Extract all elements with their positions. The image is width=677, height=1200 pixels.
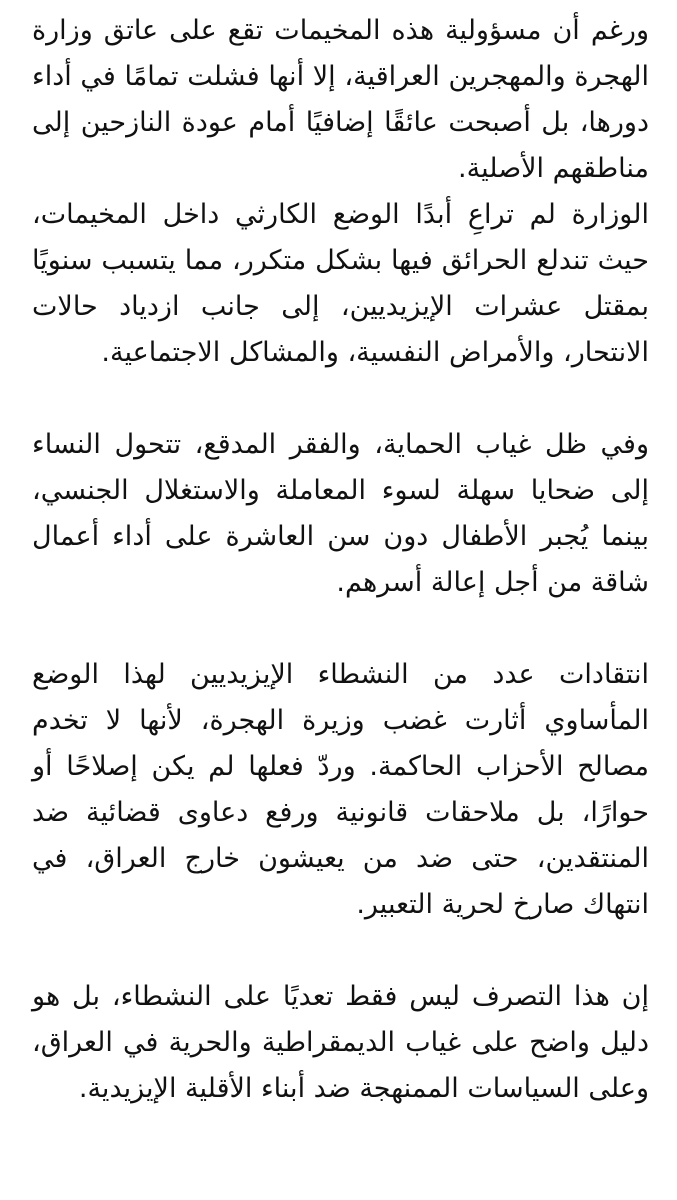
paragraph-activist-criticism: انتقادات عدد من النشطاء الإيزيديين لهذا الوضع المأساوي أثارت غضب وزيرة الهجرة، لأنها لا تخدم مصالح الأحزاب الحاكمة. وردّ فعلها لم يكن إصلاحًا أو حوارًا، بل ملاحقات قانونية ورفع دعاوى قضائية ضد المنتقدين، حتى ضد من يعيشون خارج العراق، في انتهاك صارخ لحرية التعبير.	[32, 659, 649, 920]
paragraph-conclusion: إن هذا التصرف ليس فقط تعديًا على النشطاء، بل هو دليل واضح على غياب الديمقراطية والحرية في العراق، وعلى السياسات الممنهجة ضد أبناء الأقلية الإيزيدية.	[32, 981, 649, 1104]
paragraph-gap	[32, 376, 649, 422]
paragraph-gap	[32, 928, 649, 974]
paragraph-ministry-failure: ورغم أن مسؤولية هذه المخيمات تقع على عاتق وزارة الهجرة والمهجرين العراقية، إلا أنها فشلت تمامًا في أداء دورها، بل أصبحت عائقًا إضافيًا أمام عودة النازحين إلى مناطقهم الأصلية.	[32, 15, 649, 184]
paragraph-women-children: وفي ظل غياب الحماية، والفقر المدقع، تتحول النساء إلى ضحايا سهلة لسوء المعاملة والاستغلال الجنسي، بينما يُجبر الأطفال دون سن العاشرة على أداء أعمال شاقة من أجل إعالة أسرهم.	[32, 429, 649, 598]
article-body	[32, 8, 649, 1112]
paragraph-gap	[32, 606, 649, 652]
paragraph-camp-conditions: الوزارة لم تراعِ أبدًا الوضع الكارثي داخل المخيمات، حيث تندلع الحرائق فيها بشكل متكرر، مما يتسبب سنويًا بمقتل عشرات الإيزيديين، إلى جانب ازدياد حالات الانتحار، والأمراض النفسية، والمشاكل الاجتماعية.	[32, 199, 649, 368]
